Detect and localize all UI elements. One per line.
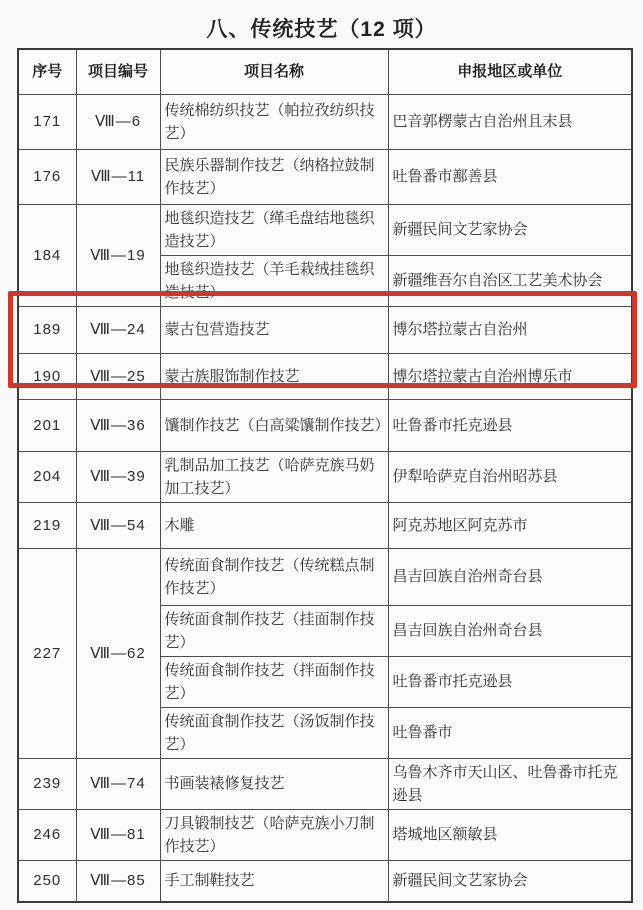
header-unit: 申报地区或单位 xyxy=(388,49,632,94)
cell-name: 地毯织造技艺（缂毛盘结地毯织造技艺） xyxy=(160,204,388,255)
cell-name: 木雕 xyxy=(160,502,388,548)
cell-name: 传统面食制作技艺（挂面制作技艺） xyxy=(160,605,388,656)
cell-no: 250 xyxy=(18,860,76,902)
table-row-highlighted xyxy=(18,306,632,353)
cell-unit: 乌鲁木齐市天山区、吐鲁番市托克逊县 xyxy=(388,758,632,809)
cell-code: Ⅷ—85 xyxy=(76,860,160,902)
cell-name: 传统面食制作技艺（拌面制作技艺） xyxy=(160,656,388,707)
cell-unit: 新疆民间文艺家协会 xyxy=(388,204,632,255)
table-row xyxy=(18,94,632,149)
cell-code: Ⅷ—62 xyxy=(76,548,160,758)
page-title: 八、传统技艺（12 项） xyxy=(206,18,437,41)
cell-name: 民族乐器制作技艺（纳格拉鼓制作技艺） xyxy=(160,149,388,204)
cell-no: 190 xyxy=(18,353,76,399)
table-row xyxy=(18,451,632,502)
cell-unit: 吐鲁番市 xyxy=(388,707,632,758)
cell-no: 204 xyxy=(18,451,76,502)
cell-no: 184 xyxy=(18,204,76,306)
table-row xyxy=(18,204,632,255)
cell-unit: 伊犁哈萨克自治州昭苏县 xyxy=(388,451,632,502)
cell-code: Ⅷ—39 xyxy=(76,451,160,502)
cell-code: Ⅷ—74 xyxy=(76,758,160,809)
cell-unit: 昌吉回族自治州奇台县 xyxy=(388,548,632,605)
cell-code: Ⅷ—25 xyxy=(76,353,160,399)
cell-unit: 吐鲁番市鄯善县 xyxy=(388,149,632,204)
cell-code: Ⅷ—11 xyxy=(76,149,160,204)
cell-no: 176 xyxy=(18,149,76,204)
cell-no: 219 xyxy=(18,502,76,548)
cell-code: Ⅷ—36 xyxy=(76,399,160,451)
cell-code: Ⅷ—6 xyxy=(76,94,160,149)
cell-code: Ⅷ—19 xyxy=(76,204,160,306)
table-header-row xyxy=(18,49,632,94)
cell-unit: 阿克苏地区阿克苏市 xyxy=(388,502,632,548)
cell-no: 239 xyxy=(18,758,76,809)
cell-name: 刀具锻制技艺（哈萨克族小刀制作技艺） xyxy=(160,809,388,860)
cell-name: 传统棉纺织技艺（帕拉孜纺织技艺） xyxy=(160,94,388,149)
table-row xyxy=(18,548,632,605)
cell-unit: 塔城地区额敏县 xyxy=(388,809,632,860)
cell-unit: 吐鲁番市托克逊县 xyxy=(388,656,632,707)
cell-name: 手工制鞋技艺 xyxy=(160,860,388,902)
cell-unit: 巴音郭楞蒙古自治州且末县 xyxy=(388,94,632,149)
table-row xyxy=(18,860,632,902)
cell-name: 蒙古包营造技艺 xyxy=(160,306,388,353)
cell-name: 传统面食制作技艺（汤饭制作技艺） xyxy=(160,707,388,758)
cell-unit: 新疆民间文艺家协会 xyxy=(388,860,632,902)
header-name: 项目名称 xyxy=(160,49,388,94)
cell-no: 227 xyxy=(18,548,76,758)
cell-name: 书画装裱修复技艺 xyxy=(160,758,388,809)
cell-name: 馕制作技艺（白高粱馕制作技艺） xyxy=(160,399,388,451)
cell-code: Ⅷ—24 xyxy=(76,306,160,353)
cell-unit: 吐鲁番市托克逊县 xyxy=(388,399,632,451)
cell-name: 地毯织造技艺（羊毛栽绒挂毯织造技艺） xyxy=(160,255,388,306)
cell-code: Ⅷ—54 xyxy=(76,502,160,548)
table-row-highlighted xyxy=(18,353,632,399)
heritage-table xyxy=(17,48,633,903)
table-row xyxy=(18,149,632,204)
table-row xyxy=(18,809,632,860)
cell-name: 传统面食制作技艺（传统糕点制作技艺） xyxy=(160,548,388,605)
cell-unit: 博尔塔拉蒙古自治州博乐市 xyxy=(388,353,632,399)
cell-no: 189 xyxy=(18,306,76,353)
cell-no: 246 xyxy=(18,809,76,860)
cell-unit: 博尔塔拉蒙古自治州 xyxy=(388,306,632,353)
table-row xyxy=(18,502,632,548)
cell-name: 蒙古族服饰制作技艺 xyxy=(160,353,388,399)
cell-no: 201 xyxy=(18,399,76,451)
header-code: 项目编号 xyxy=(76,49,160,94)
header-no: 序号 xyxy=(18,49,76,94)
table-row xyxy=(18,758,632,809)
cell-name: 乳制品加工技艺（哈萨克族马奶加工技艺） xyxy=(160,451,388,502)
cell-unit: 新疆维吾尔自治区工艺美术协会 xyxy=(388,255,632,306)
table-row xyxy=(18,399,632,451)
cell-no: 171 xyxy=(18,94,76,149)
cell-unit: 昌吉回族自治州奇台县 xyxy=(388,605,632,656)
cell-code: Ⅷ—81 xyxy=(76,809,160,860)
